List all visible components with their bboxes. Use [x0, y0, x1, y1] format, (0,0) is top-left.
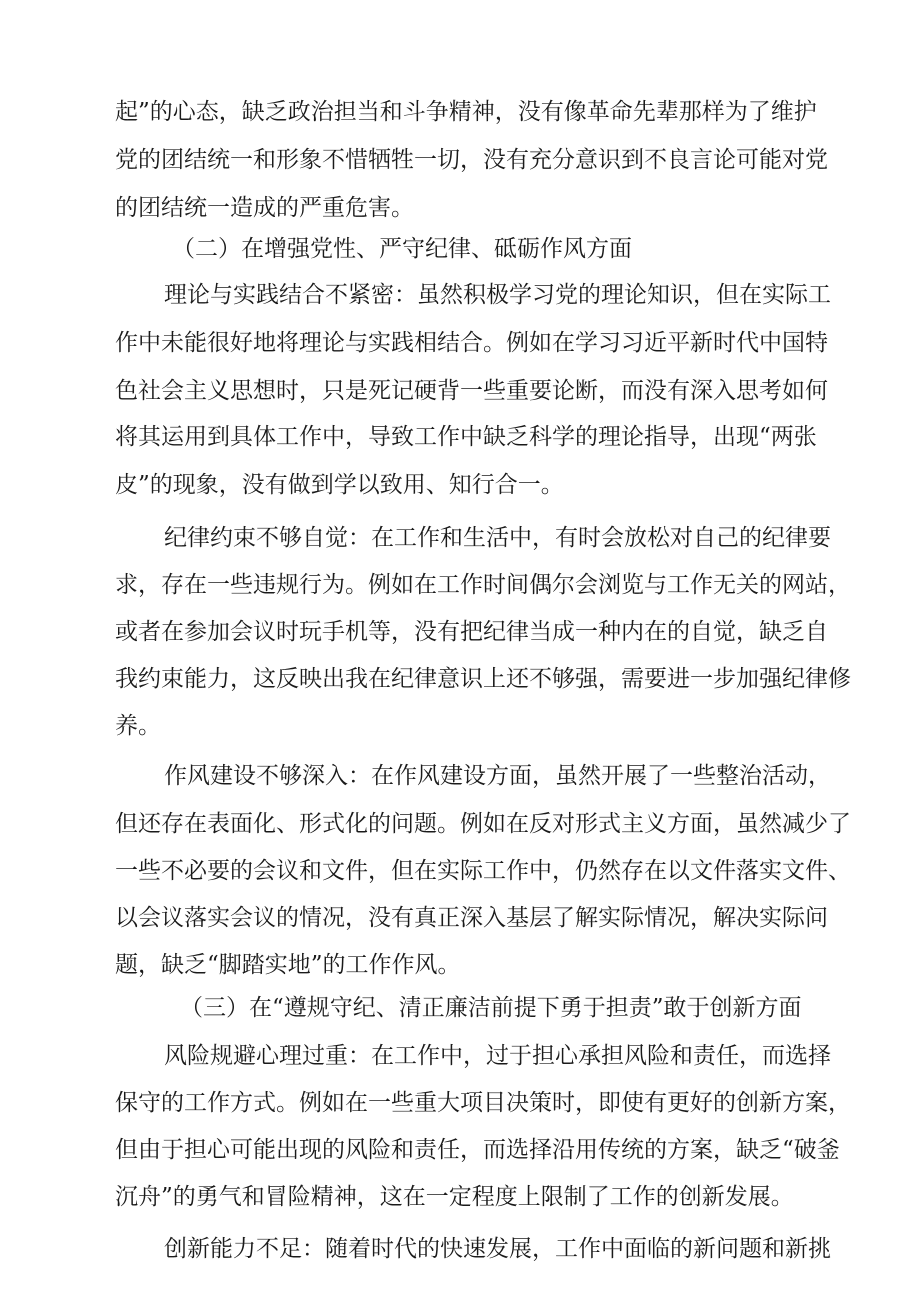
text-line: 色社会主义思想时，只是死记硬背一些重要论断，而没有深入思考如何	[115, 378, 828, 404]
text-line: 但还存在表面化、形式化的问题。例如在反对形式主义方面，虽然减少了	[115, 811, 851, 837]
text-line: 党的团结统一和形象不惜牺牲一切，没有充分意识到不良言论可能对党	[115, 147, 828, 173]
section-heading: （二）在增强党性、严守纪律、砥砺作风方面	[172, 236, 632, 262]
text-line: 的团结统一造成的严重危害。	[115, 195, 414, 221]
text-line: 一些不必要的会议和文件，但在实际工作中，仍然存在以文件落实文件、	[115, 858, 851, 884]
text-line: 创新能力不足：随着时代的快速发展，工作中面临的新问题和新挑	[164, 1236, 831, 1262]
text-line: 起”的心态，缺乏政治担当和斗争精神，没有像革命先辈那样为了维护	[115, 99, 817, 125]
text-line: 纪律约束不够自觉：在工作和生活中，有时会放松对自己的纪律要	[164, 525, 831, 551]
text-line: 或者在参加会议时玩手机等，没有把纪律当成一种内在的自觉，缺乏自	[115, 619, 828, 645]
text-line: 以会议落实会议的情况，没有真正深入基层了解实际情况，解决实际问	[115, 905, 828, 931]
text-line: 题，缺乏“脚踏实地”的工作作风。	[115, 952, 461, 978]
text-line: 风险规避心理过重：在工作中，过于担心承担风险和责任，而选择	[164, 1043, 831, 1069]
text-line: 将其运用到具体工作中，导致工作中缺乏科学的理论指导，出现“两张	[115, 424, 817, 450]
text-line: 作风建设不够深入：在作风建设方面，虽然开展了一些整治活动，	[164, 763, 831, 789]
text-line: 理论与实践结合不紧密：虽然积极学习党的理论知识，但在实际工	[164, 282, 831, 308]
section-heading: （三）在“遵规守纪、清正廉洁前提下勇于担责”敢于创新方面	[180, 995, 802, 1021]
text-line: 作中未能很好地将理论与实践相结合。例如在学习习近平新时代中国特	[115, 330, 828, 356]
text-line: 但由于担心可能出现的风险和责任，而选择沿用传统的方案，缺乏“破釜	[115, 1137, 840, 1163]
text-line: 保守的工作方式。例如在一些重大项目决策时，即使有更好的创新方案，	[115, 1090, 851, 1116]
text-line: 养。	[115, 713, 161, 739]
text-line: 皮”的现象，没有做到学以致用、知行合一。	[115, 472, 564, 498]
text-line: 求，存在一些违规行为。例如在工作时间偶尔会浏览与工作无关的网站，	[115, 572, 851, 598]
text-line: 我约束能力，这反映出我在纪律意识上还不够强，需要进一步加强纪律修	[115, 666, 851, 692]
text-line: 沉舟”的勇气和冒险精神，这在一定程度上限制了工作的创新发展。	[115, 1184, 794, 1210]
